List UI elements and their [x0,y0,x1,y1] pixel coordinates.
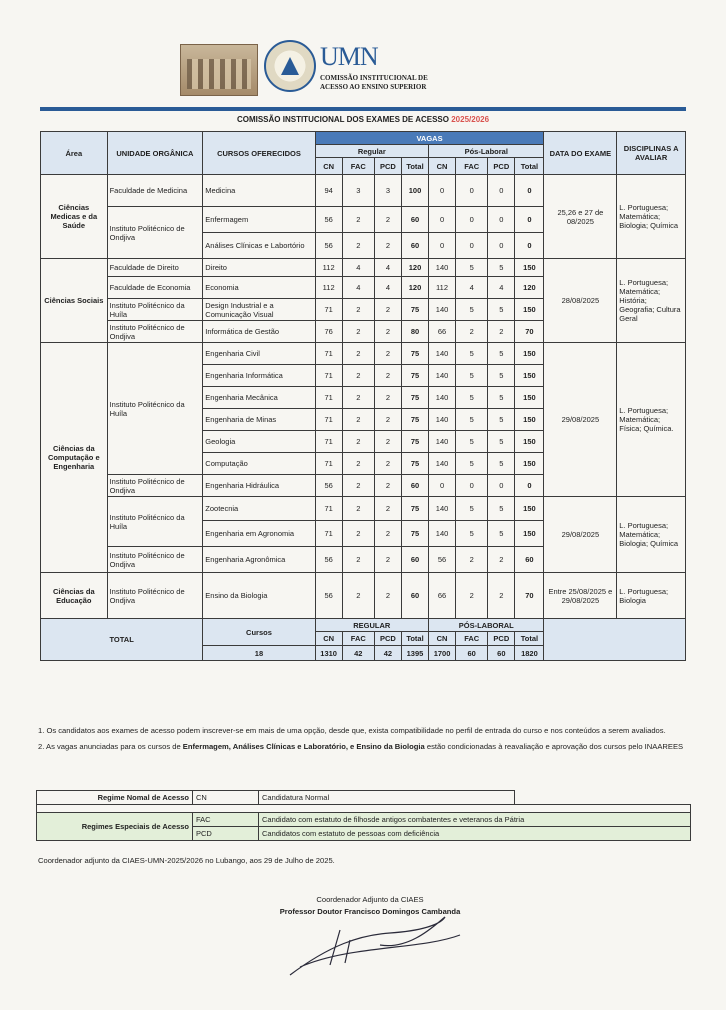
regime-normal-desc: Candidatura Normal [259,791,515,805]
value-cell: 150 [515,343,544,365]
value-cell: 2 [342,343,374,365]
value-cell: 56 [315,233,342,259]
value-cell: 140 [429,299,456,321]
totals-pcd: PCD [374,632,401,646]
value-cell: 75 [401,343,428,365]
value-cell: 2 [342,453,374,475]
total-value: 1820 [515,646,544,661]
header-pos-laboral: Pós-Laboral [429,145,544,158]
value-cell: 120 [515,277,544,299]
header-fac: FAC [456,158,488,175]
course-cell: Engenharia Civil [203,343,315,365]
total-value: 60 [488,646,515,661]
value-cell: 3 [342,175,374,207]
value-cell: 5 [456,409,488,431]
total-value: 1395 [401,646,428,661]
table-row [41,175,686,207]
exam-date-cell: 25,26 e 27 de 08/2025 [544,175,617,259]
value-cell: 2 [374,207,401,233]
course-cell: Engenharia Agronômica [203,547,315,573]
disciplinas-cell: L. Portuguesa; Matemática; Biologia; Química [617,497,686,573]
value-cell: 5 [456,431,488,453]
value-cell: 2 [374,521,401,547]
value-cell: 5 [488,409,515,431]
regime-fac-code: FAC [193,813,259,827]
value-cell: 0 [456,207,488,233]
header-total: Total [515,158,544,175]
course-cell: Economia [203,277,315,299]
course-cell: Engenharia Informática [203,365,315,387]
value-cell: 75 [401,365,428,387]
value-cell: 71 [315,365,342,387]
regime-fac-desc: Candidato com estatuto de filhosde antigos combatentes e veteranos da Pátria [259,813,691,827]
area-cell: Ciências Sociais [41,259,108,343]
note-1: 1. Os candidatos aos exames de acesso podem inscrever-se em mais de uma opção, desde que, exista compatibilidade no perfil de entrada do curso e nos conteúdos a serem avaliados. [38,726,666,735]
value-cell: 150 [515,299,544,321]
course-cell: Geologia [203,431,315,453]
value-cell: 4 [488,277,515,299]
value-cell: 150 [515,387,544,409]
header-vagas: VAGAS [315,132,544,145]
totals-regular-label: REGULAR [315,619,428,632]
table-row [41,259,686,277]
value-cell: 2 [342,573,374,619]
value-cell: 66 [429,573,456,619]
header-pcd: PCD [374,158,401,175]
header-fac: FAC [342,158,374,175]
value-cell: 150 [515,453,544,475]
value-cell: 76 [315,321,342,343]
value-cell: 2 [342,299,374,321]
value-cell: 2 [374,321,401,343]
value-cell: 4 [374,259,401,277]
disciplinas-cell: L. Portuguesa; Matemática; Biologia; Química [617,175,686,259]
value-cell: 56 [315,547,342,573]
value-cell: 2 [374,409,401,431]
value-cell: 120 [401,277,428,299]
value-cell: 2 [342,387,374,409]
total-value: 42 [374,646,401,661]
vacancies-table [40,131,686,661]
value-cell: 5 [456,259,488,277]
value-cell: 0 [456,175,488,207]
value-cell: 2 [342,497,374,521]
totals-total: Total [515,632,544,646]
value-cell: 2 [374,343,401,365]
value-cell: 120 [401,259,428,277]
unit-cell: Faculdade de Economia [107,277,203,299]
value-cell: 60 [515,547,544,573]
value-cell: 2 [456,321,488,343]
signatory-name: Professor Doutor Francisco Domingos Cambanda [279,907,461,916]
value-cell: 5 [456,521,488,547]
value-cell: 75 [401,453,428,475]
course-cell: Engenharia em Agronomia [203,521,315,547]
value-cell: 140 [429,497,456,521]
value-cell: 3 [374,175,401,207]
value-cell: 0 [429,175,456,207]
course-cell: Medicina [203,175,315,207]
value-cell: 0 [488,233,515,259]
totals-row [41,619,686,632]
value-cell: 75 [401,299,428,321]
header-cursos: CURSOS OFERECIDOS [203,132,315,175]
value-cell: 2 [374,431,401,453]
exam-date-cell: 29/08/2025 [544,497,617,573]
value-cell: 71 [315,387,342,409]
table-row [41,573,686,619]
total-label: TOTAL [41,619,203,661]
course-cell: Análises Clínicas e Labortório [203,233,315,259]
value-cell: 150 [515,365,544,387]
value-cell: 5 [456,365,488,387]
value-cell: 150 [515,521,544,547]
value-cell: 2 [342,409,374,431]
value-cell: 56 [429,547,456,573]
header-cn: CN [429,158,456,175]
totals-pos-laboral-label: PÓS-LABORAL [429,619,544,632]
value-cell: 56 [315,573,342,619]
value-cell: 0 [429,475,456,497]
value-cell: 0 [488,175,515,207]
signature-scribble [270,905,470,985]
header-rule [40,107,686,111]
value-cell: 2 [374,453,401,475]
value-cell: 2 [456,547,488,573]
value-cell: 70 [515,573,544,619]
value-cell: 0 [515,475,544,497]
notes [38,726,698,758]
value-cell: 4 [342,259,374,277]
document-title: COMISSÃO INSTITUCIONAL DOS EXAMES DE ACESSO 2025/2026 [236,115,490,124]
disciplinas-cell: L. Portuguesa; Matemática; Física; Química. [617,343,686,497]
value-cell: 0 [515,207,544,233]
coordinator-line: Coordenador adjunto da CIAES-UMN-2025/2026 no Lubango, aos 29 de Julho de 2025. [38,856,335,865]
header-total: Total [401,158,428,175]
course-cell: Ensino da Biologia [203,573,315,619]
value-cell: 94 [315,175,342,207]
value-cell: 5 [456,497,488,521]
value-cell: 70 [515,321,544,343]
value-cell: 2 [488,547,515,573]
value-cell: 140 [429,259,456,277]
course-cell: Computação [203,453,315,475]
totals-cn: CN [315,632,342,646]
unit-cell: Instituto Politécnico de Ondjiva [107,573,203,619]
value-cell: 2 [342,547,374,573]
value-cell: 75 [401,521,428,547]
value-cell: 2 [342,475,374,497]
value-cell: 5 [488,343,515,365]
unit-cell: Instituto Politécnico da Huíla [107,299,203,321]
value-cell: 4 [456,277,488,299]
course-cell: Design Industrial e a Comunicação Visual [203,299,315,321]
value-cell: 140 [429,343,456,365]
value-cell: 0 [488,475,515,497]
header-pcd: PCD [488,158,515,175]
regime-normal-label: Regime Nomal de Acesso [37,791,193,805]
value-cell: 60 [401,547,428,573]
course-cell: Informática de Gestão [203,321,315,343]
total-value: 42 [342,646,374,661]
exam-date-cell: Entre 25/08/2025 e 29/08/2025 [544,573,617,619]
totals-blank [544,619,686,661]
logo-title: UMN [320,42,378,71]
value-cell: 112 [315,259,342,277]
value-cell: 112 [429,277,456,299]
totals-fac: FAC [456,632,488,646]
value-cell: 140 [429,521,456,547]
value-cell: 71 [315,431,342,453]
unit-cell: Instituto Politécnico da Huíla [107,497,203,547]
value-cell: 5 [488,365,515,387]
value-cell: 140 [429,453,456,475]
cursos-label: Cursos [203,619,315,646]
value-cell: 60 [401,475,428,497]
value-cell: 66 [429,321,456,343]
unit-cell: Faculdade de Medicina [107,175,203,207]
header-disciplinas: DISCIPLINAS A AVALIAR [617,132,686,175]
table-row [41,343,686,365]
value-cell: 140 [429,431,456,453]
value-cell: 2 [342,365,374,387]
value-cell: 100 [401,175,428,207]
course-cell: Direito [203,259,315,277]
value-cell: 5 [488,453,515,475]
disciplinas-cell: L. Portuguesa; Biologia [617,573,686,619]
value-cell: 2 [374,547,401,573]
total-value: 1700 [429,646,456,661]
value-cell: 75 [401,497,428,521]
course-cell: Engenharia Hidráulica [203,475,315,497]
value-cell: 5 [456,299,488,321]
value-cell: 150 [515,431,544,453]
value-cell: 2 [342,233,374,259]
disciplinas-cell: L. Portuguesa; Matemática; História; Geografia; Cultura Geral [617,259,686,343]
header-area: Área [41,132,108,175]
value-cell: 0 [456,233,488,259]
value-cell: 2 [374,573,401,619]
value-cell: 80 [401,321,428,343]
value-cell: 2 [342,431,374,453]
value-cell: 0 [488,207,515,233]
header-unidade: UNIDADE ORGÂNICA [107,132,203,175]
totals-total: Total [401,632,428,646]
value-cell: 75 [401,409,428,431]
course-cell: Zootecnia [203,497,315,521]
total-value: 1310 [315,646,342,661]
value-cell: 5 [456,387,488,409]
value-cell: 2 [374,387,401,409]
value-cell: 140 [429,409,456,431]
value-cell: 112 [315,277,342,299]
value-cell: 5 [488,299,515,321]
value-cell: 4 [342,277,374,299]
exam-date-cell: 29/08/2025 [544,343,617,497]
area-cell: Ciências da Educação [41,573,108,619]
value-cell: 5 [456,343,488,365]
value-cell: 2 [374,365,401,387]
totals-cn: CN [429,632,456,646]
exam-date-cell: 28/08/2025 [544,259,617,343]
regime-special-label: Regimes Especiais de Acesso [37,813,193,841]
value-cell: 71 [315,299,342,321]
value-cell: 140 [429,365,456,387]
value-cell: 5 [488,521,515,547]
value-cell: 5 [456,453,488,475]
value-cell: 56 [315,207,342,233]
header-cn: CN [315,158,342,175]
value-cell: 71 [315,521,342,547]
course-cell: Engenharia Mecânica [203,387,315,409]
course-cell: Enfermagem [203,207,315,233]
area-cell: Ciências Medicas e da Saúde [41,175,108,259]
value-cell: 71 [315,497,342,521]
regimes-table [36,790,691,841]
value-cell: 71 [315,453,342,475]
note-2: 2. As vagas anunciadas para os cursos de Enfermagem, Análises Clínicas e Laboratório, e Ensino da Biologia estão condicionadas à reavaliação e aprovação dos cursos pelo INAAREES [38,742,684,751]
value-cell: 56 [315,475,342,497]
header-regular: Regular [315,145,428,158]
table-row [41,497,686,521]
value-cell: 75 [401,431,428,453]
value-cell: 71 [315,409,342,431]
logo-subtitle: COMISSÃO INSTITUCIONAL DE ACESSO AO ENSINO SUPERIOR [320,74,428,91]
total-value: 60 [456,646,488,661]
value-cell: 60 [401,573,428,619]
value-cell: 0 [515,233,544,259]
value-cell: 140 [429,387,456,409]
signatory-role: Coordenador Adjunto da CIAES [316,895,424,904]
value-cell: 2 [342,321,374,343]
unit-cell: Instituto Politécnico de Ondjiva [107,207,203,259]
value-cell: 0 [515,175,544,207]
totals-pcd: PCD [488,632,515,646]
unit-cell: Faculdade de Direito [107,259,203,277]
value-cell: 2 [456,573,488,619]
value-cell: 2 [374,299,401,321]
value-cell: 2 [488,573,515,619]
regime-pcd-code: PCD [193,827,259,841]
unit-cell: Instituto Politécnico da Huíla [107,343,203,475]
value-cell: 2 [342,521,374,547]
value-cell: 150 [515,259,544,277]
value-cell: 2 [374,497,401,521]
value-cell: 60 [401,233,428,259]
value-cell: 0 [456,475,488,497]
value-cell: 75 [401,387,428,409]
value-cell: 150 [515,409,544,431]
value-cell: 5 [488,387,515,409]
unit-cell: Instituto Politécnico de Ondjiva [107,475,203,497]
value-cell: 0 [429,207,456,233]
value-cell: 5 [488,259,515,277]
cursos-count: 18 [203,646,315,661]
regime-pcd-desc: Candidatos com estatuto de pessoas com deficiência [259,827,691,841]
document-header [180,38,440,100]
value-cell: 150 [515,497,544,521]
value-cell: 2 [342,207,374,233]
course-cell: Engenharia de Minas [203,409,315,431]
university-seal-icon [264,40,316,92]
value-cell: 71 [315,343,342,365]
unit-cell: Instituto Politécnico de Ondjiva [107,547,203,573]
value-cell: 5 [488,497,515,521]
value-cell: 5 [488,431,515,453]
value-cell: 60 [401,207,428,233]
value-cell: 4 [374,277,401,299]
value-cell: 2 [374,475,401,497]
value-cell: 0 [429,233,456,259]
building-photo [180,44,258,96]
regime-normal-code: CN [193,791,259,805]
value-cell: 2 [374,233,401,259]
area-cell: Ciências da Computação e Engenharia [41,343,108,573]
value-cell: 2 [488,321,515,343]
header-data: DATA DO EXAME [544,132,617,175]
unit-cell: Instituto Politécnico de Ondjiva [107,321,203,343]
totals-fac: FAC [342,632,374,646]
